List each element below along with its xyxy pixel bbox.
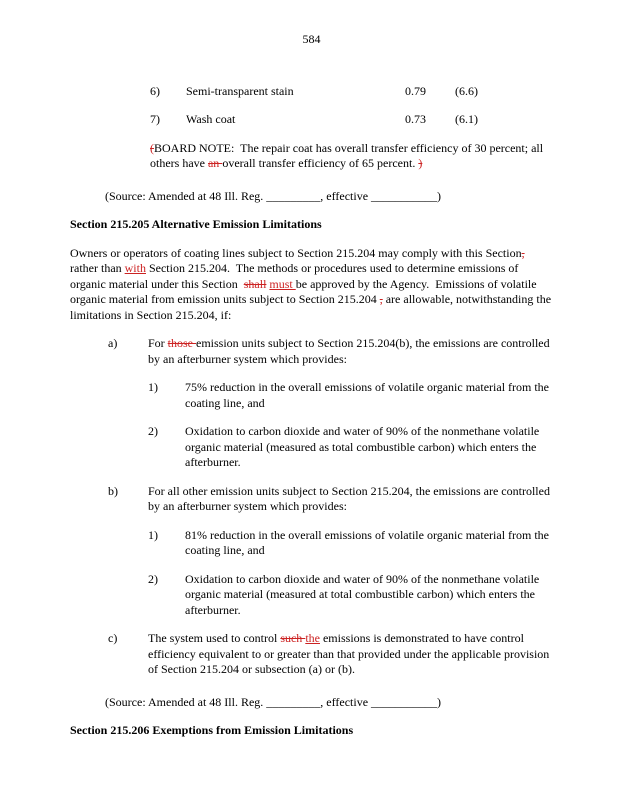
sub-item-text: Oxidation to carbon dioxide and water of 90% of the nonmethane volatile organic material (measured as total combustible carbon) which enters the afterburner.: [185, 424, 543, 469]
list-item-c: [108, 631, 553, 678]
text-run: The system used to control: [148, 631, 281, 645]
item-c-text: [148, 631, 553, 678]
deleted-text: ,: [379, 292, 383, 306]
text-run: For: [148, 336, 168, 350]
text-run: BOARD NOTE: The repair coat has overall transfer efficiency of 30 percent; all others have: [150, 140, 547, 170]
item-b-text: [148, 484, 553, 515]
item-number: 7): [150, 112, 160, 126]
item-label: Wash coat: [186, 112, 236, 126]
sub-item-text: 81% reduction in the overall emissions of volatile organic material from the coating line, and: [185, 527, 553, 557]
text-run: Owners or operators of coating lines subject to Section 215.204 may comply with this Section: [70, 245, 522, 260]
list-item-b: [108, 484, 553, 619]
inserted-text: the: [305, 631, 320, 645]
item-value: 0.73: [405, 112, 426, 126]
item-a-text: [148, 336, 553, 367]
item-label: Semi-transparent stain: [186, 83, 294, 98]
sub-item-text: 75% reduction in the overall emissions of volatile organic material from the coating line, and: [185, 380, 553, 410]
item-marker: a): [108, 336, 118, 350]
text-run: rather than: [70, 245, 528, 275]
item-marker: b): [108, 483, 118, 498]
text-run: overall transfer efficiency of 65 percent.: [222, 156, 419, 170]
item-number: 6): [150, 83, 160, 98]
source-note: (Source: Amended at 48 Ill. Reg. _________, effective ___________): [105, 694, 442, 709]
sub-item-b1: [148, 528, 553, 559]
sub-item-marker: 2): [148, 424, 158, 438]
text-run: emissions is demonstrated to have control efficiency equivalent to or greater than that provided under the applicable provision of Section 215.204 or subsection (a) or (b).: [148, 631, 553, 676]
deleted-text: shall: [243, 276, 267, 291]
table-row: [150, 112, 553, 128]
sub-item-a2: [148, 424, 553, 471]
item-marker: c): [108, 631, 118, 645]
deleted-text: an: [207, 156, 223, 170]
source-note: (Source: Amended at 48 Ill. Reg. _________, effective ___________): [105, 188, 442, 203]
item-paren-value: (6.6): [455, 83, 478, 98]
deleted-text: such: [280, 631, 306, 645]
text-run: emission units subject to Section 215.204(b), the emissions are controlled by an afterburner system which provides:: [148, 336, 553, 366]
inserted-text: with: [124, 261, 146, 275]
sub-item-marker: 2): [148, 571, 158, 586]
text-run: are allowable, notwithstanding the limitations in Section 215.204, if:: [70, 292, 555, 322]
table-row: [150, 84, 553, 100]
intro-paragraph: [70, 246, 553, 324]
deleted-text: those: [167, 336, 197, 350]
page-number: 584: [302, 32, 321, 46]
text-run: be approved by the Agency. Emissions of volatile organic material from emission units subject to Section 215.204: [70, 276, 540, 306]
section-206-title: Section 215.206 Exemptions from Emission Limitations: [70, 723, 354, 737]
sub-item-text: Oxidation to carbon dioxide and water of 90% of the nonmethane volatile organic material (measured at total combustible carbon) which enters the afterburner.: [185, 571, 543, 617]
item-paren-value: (6.1): [455, 112, 478, 126]
sub-item-marker: 1): [148, 380, 158, 394]
text-run: For all other emission units subject to Section 215.204, the emissions are controlled by an afterburner system which provides:: [148, 483, 553, 513]
list-item-a: [108, 336, 553, 471]
text-run: Section 215.204. The methods or procedures used to determine emissions of organic material under this Section: [70, 261, 522, 291]
board-note: [150, 141, 548, 172]
sub-item-b2: [148, 572, 553, 619]
sub-item-marker: 1): [148, 527, 158, 542]
inserted-text: must: [269, 276, 296, 291]
deleted-text: ): [418, 156, 423, 170]
deleted-text: ,: [521, 245, 525, 260]
sub-item-a1: [148, 380, 553, 411]
item-value: 0.79: [405, 83, 426, 98]
section-205-title: Section 215.205 Alternative Emission Limitations: [70, 217, 322, 231]
deleted-text: (: [150, 140, 154, 155]
transfer-efficiency-table: [70, 84, 553, 128]
